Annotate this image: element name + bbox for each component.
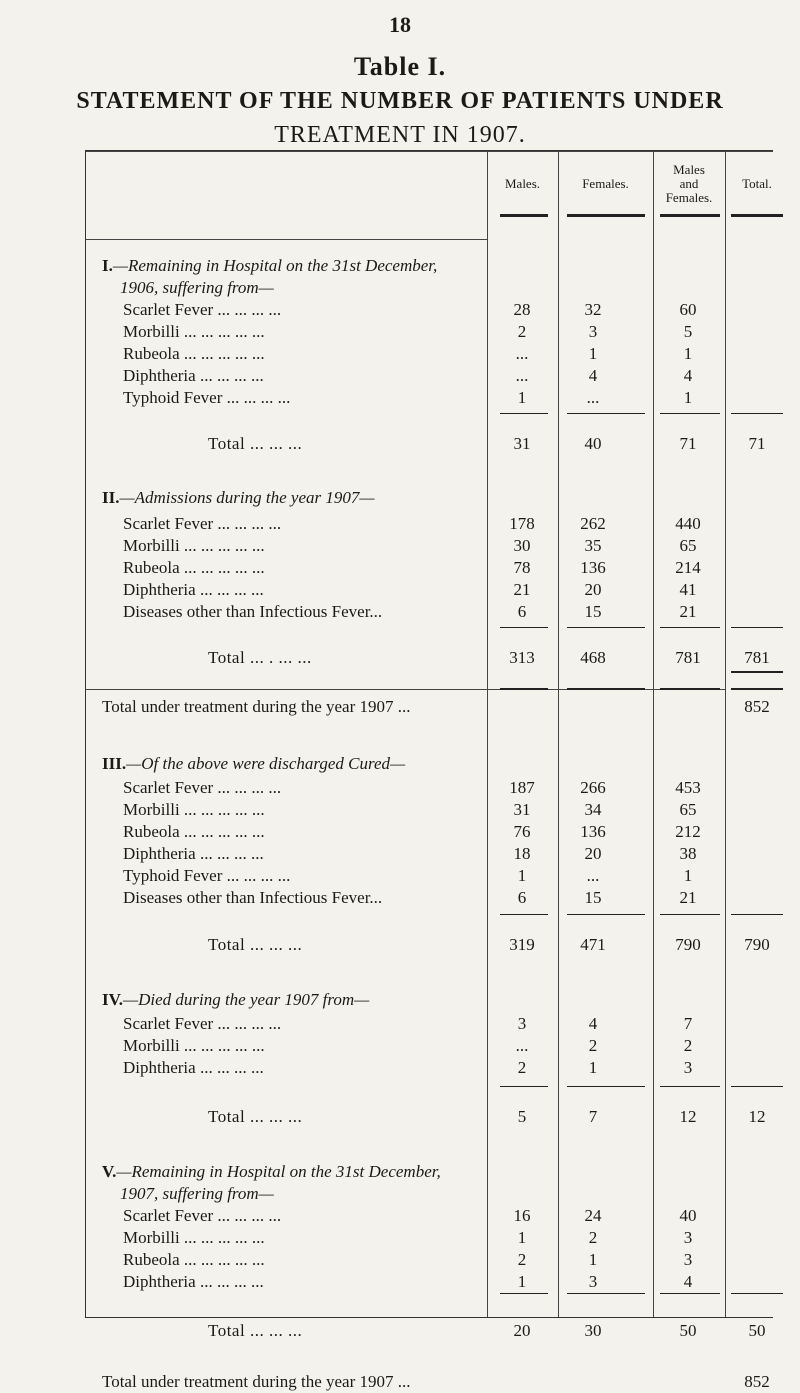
table-row bbox=[86, 865, 773, 887]
cell-both: 4 bbox=[683, 1272, 693, 1291]
cell-both: 5 bbox=[683, 322, 693, 341]
cell-both: 214 bbox=[675, 558, 701, 577]
cell-males: 178 bbox=[509, 514, 535, 533]
section-number: II. bbox=[102, 488, 120, 507]
table-row bbox=[86, 1035, 773, 1057]
cell-females: 20 bbox=[584, 580, 602, 599]
total-row bbox=[86, 433, 773, 455]
section-title: —Remaining in Hospital on the 31st December, bbox=[112, 256, 438, 275]
cell-females: 2 bbox=[588, 1036, 598, 1055]
cell-males: ... bbox=[515, 366, 529, 385]
section-heading bbox=[102, 753, 405, 775]
cell-males: 2 bbox=[517, 1250, 527, 1269]
cell-both: 21 bbox=[679, 602, 697, 621]
cell-both: 1 bbox=[683, 344, 693, 363]
cell-females: 35 bbox=[584, 536, 602, 555]
cell-males: ... bbox=[515, 1036, 529, 1055]
table-row bbox=[86, 513, 773, 535]
total-row bbox=[86, 934, 773, 956]
row-label: Morbilli ... ... ... ... ... bbox=[123, 322, 265, 341]
section-header bbox=[86, 989, 773, 1011]
total-row bbox=[86, 1320, 773, 1342]
cell-both: 3 bbox=[683, 1250, 693, 1269]
total-females: 40 bbox=[584, 434, 602, 453]
total-both: 781 bbox=[675, 648, 701, 667]
total-row bbox=[86, 647, 773, 669]
page-number: 18 bbox=[389, 12, 411, 37]
cell-females: 2 bbox=[588, 1228, 598, 1247]
row-label: Diphtheria ... ... ... ... bbox=[123, 844, 264, 863]
row-label: Rubeola ... ... ... ... ... bbox=[123, 1250, 265, 1269]
cell-females: 136 bbox=[580, 558, 606, 577]
section-heading bbox=[102, 255, 437, 277]
cell-females: 32 bbox=[584, 300, 602, 319]
cell-females: 136 bbox=[580, 822, 606, 841]
total-both: 12 bbox=[679, 1107, 697, 1126]
cell-both: 212 bbox=[675, 822, 701, 841]
table-row bbox=[86, 343, 773, 365]
section-heading bbox=[102, 1161, 441, 1183]
heading-line-1: STATEMENT OF THE NUMBER OF PATIENTS UNDER bbox=[76, 88, 724, 114]
cell-both: 453 bbox=[675, 778, 701, 797]
total-total: 50 bbox=[748, 1321, 766, 1340]
table-row bbox=[86, 1271, 773, 1293]
row-label: Typhoid Fever ... ... ... ... bbox=[123, 866, 291, 885]
col-total: Total. bbox=[742, 176, 772, 191]
total-label: Total ... ... ... bbox=[208, 935, 303, 954]
cell-males: 1 bbox=[517, 1272, 527, 1291]
section-heading bbox=[102, 487, 374, 509]
cell-both: 60 bbox=[679, 300, 697, 319]
cell-males: 1 bbox=[517, 866, 527, 885]
section-number: V. bbox=[102, 1162, 117, 1181]
cell-females: 266 bbox=[580, 778, 606, 797]
cell-females: 24 bbox=[584, 1206, 602, 1225]
section-header-cont bbox=[86, 277, 773, 299]
section-title: —Admissions during the year 1907— bbox=[119, 488, 375, 507]
total-males: 20 bbox=[513, 1321, 531, 1340]
total-females: 30 bbox=[584, 1321, 602, 1340]
grand-total-row bbox=[86, 696, 773, 718]
row-label: Diseases other than Infectious Fever... bbox=[123, 602, 383, 621]
table-row bbox=[86, 387, 773, 409]
row-label: Morbilli ... ... ... ... ... bbox=[123, 800, 265, 819]
cell-both: 3 bbox=[683, 1058, 693, 1077]
row-label: Diseases other than Infectious Fever... bbox=[123, 888, 383, 907]
section-header bbox=[86, 753, 773, 775]
section-heading bbox=[102, 989, 369, 1011]
cell-females: 34 bbox=[584, 800, 602, 819]
cell-males: 1 bbox=[517, 1228, 527, 1247]
row-label: Scarlet Fever ... ... ... ... bbox=[123, 1206, 282, 1225]
total-both: 71 bbox=[679, 434, 697, 453]
table-row bbox=[86, 557, 773, 579]
total-males: 31 bbox=[513, 434, 531, 453]
total-females: 471 bbox=[580, 935, 606, 954]
cell-both: 65 bbox=[679, 536, 697, 555]
section-header bbox=[86, 255, 773, 277]
total-total: 781 bbox=[744, 648, 770, 667]
row-label: Diphtheria ... ... ... ... bbox=[123, 366, 264, 385]
total-males: 319 bbox=[509, 935, 535, 954]
col-females: Females. bbox=[582, 176, 629, 191]
cell-females: 4 bbox=[588, 1014, 598, 1033]
total-label: Total ... . ... ... bbox=[208, 648, 312, 667]
cell-males: 31 bbox=[513, 800, 531, 819]
table-row bbox=[86, 887, 773, 909]
total-total: 71 bbox=[748, 434, 766, 453]
cell-females: 15 bbox=[584, 602, 602, 621]
table-row bbox=[86, 1227, 773, 1249]
cell-females: 4 bbox=[588, 366, 598, 385]
cell-females: 3 bbox=[588, 322, 598, 341]
total-row bbox=[86, 1106, 773, 1128]
row-label: Diphtheria ... ... ... ... bbox=[123, 1058, 264, 1077]
cell-males: 1 bbox=[517, 388, 527, 407]
grand-total-row bbox=[86, 1371, 773, 1393]
row-label: Morbilli ... ... ... ... ... bbox=[123, 1036, 265, 1055]
cell-females: ... bbox=[586, 388, 600, 407]
cell-both: 21 bbox=[679, 888, 697, 907]
cell-females: 3 bbox=[588, 1272, 598, 1291]
total-label: Total ... ... ... bbox=[208, 434, 303, 453]
total-females: 468 bbox=[580, 648, 606, 667]
row-label: Diphtheria ... ... ... ... bbox=[123, 1272, 264, 1291]
cell-females: 15 bbox=[584, 888, 602, 907]
table-row bbox=[86, 1249, 773, 1271]
cell-males: 28 bbox=[513, 300, 531, 319]
section-title: —Died during the year 1907 from— bbox=[122, 990, 370, 1009]
cell-males: 30 bbox=[513, 536, 531, 555]
row-label: Rubeola ... ... ... ... ... bbox=[123, 822, 265, 841]
grand-total-label: Total under treatment during the year 1907 ... bbox=[102, 697, 411, 716]
cell-both: 1 bbox=[683, 866, 693, 885]
cell-both: 7 bbox=[683, 1014, 693, 1033]
cell-males: 78 bbox=[513, 558, 531, 577]
row-label: Rubeola ... ... ... ... ... bbox=[123, 558, 265, 577]
heading-line-2: TREATMENT IN 1907. bbox=[274, 122, 526, 148]
total-both: 50 bbox=[679, 1321, 697, 1340]
grand-total-value: 852 bbox=[744, 697, 770, 716]
cell-males: ... bbox=[515, 344, 529, 363]
section-header bbox=[86, 487, 773, 509]
total-females: 7 bbox=[588, 1107, 598, 1126]
table-title: Table I. bbox=[353, 52, 447, 81]
table-row bbox=[86, 579, 773, 601]
table-row bbox=[86, 1013, 773, 1035]
row-label: Rubeola ... ... ... ... ... bbox=[123, 344, 265, 363]
table-row bbox=[86, 365, 773, 387]
total-total: 12 bbox=[748, 1107, 766, 1126]
table-row bbox=[86, 843, 773, 865]
col-males: Males. bbox=[504, 176, 541, 191]
patients-table bbox=[85, 150, 773, 1391]
cell-both: 1 bbox=[683, 388, 693, 407]
cell-males: 21 bbox=[513, 580, 531, 599]
cell-males: 18 bbox=[513, 844, 531, 863]
row-label: Typhoid Fever ... ... ... ... bbox=[123, 388, 291, 407]
table-row bbox=[86, 535, 773, 557]
cell-females: 1 bbox=[588, 1250, 598, 1269]
section-title: —Of the above were discharged Cured— bbox=[126, 754, 406, 773]
cell-males: 16 bbox=[513, 1206, 531, 1225]
row-label: Scarlet Fever ... ... ... ... bbox=[123, 514, 282, 533]
cell-females: 20 bbox=[584, 844, 602, 863]
total-total: 790 bbox=[744, 935, 770, 954]
cell-both: 4 bbox=[683, 366, 693, 385]
cell-males: 6 bbox=[517, 888, 527, 907]
total-males: 313 bbox=[509, 648, 535, 667]
cell-both: 3 bbox=[683, 1228, 693, 1247]
cell-females: 1 bbox=[588, 344, 598, 363]
section-title: —Remaining in Hospital on the 31st December, bbox=[116, 1162, 441, 1181]
table-row bbox=[86, 601, 773, 623]
row-label: Scarlet Fever ... ... ... ... bbox=[123, 1014, 282, 1033]
cell-males: 3 bbox=[517, 1014, 527, 1033]
cell-both: 2 bbox=[683, 1036, 693, 1055]
table-row bbox=[86, 1057, 773, 1079]
section-title-cont: 1906, suffering from— bbox=[120, 278, 274, 297]
grand-total-value: 852 bbox=[744, 1372, 770, 1391]
cell-both: 41 bbox=[679, 580, 697, 599]
section-number: IV. bbox=[102, 990, 123, 1009]
section-header bbox=[86, 1161, 773, 1183]
row-label: Scarlet Fever ... ... ... ... bbox=[123, 300, 282, 319]
table-row bbox=[86, 321, 773, 343]
cell-both: 440 bbox=[675, 514, 701, 533]
section-header-cont bbox=[86, 1183, 773, 1205]
row-label: Morbilli ... ... ... ... ... bbox=[123, 536, 265, 555]
row-label: Diphtheria ... ... ... ... bbox=[123, 580, 264, 599]
grand-total-label: Total under treatment during the year 1907 ... bbox=[102, 1372, 411, 1391]
section-title-cont: 1907, suffering from— bbox=[120, 1184, 274, 1203]
cell-females: 1 bbox=[588, 1058, 598, 1077]
cell-both: 65 bbox=[679, 800, 697, 819]
section-number: III. bbox=[102, 754, 127, 773]
table-row bbox=[86, 1205, 773, 1227]
cell-males: 2 bbox=[517, 322, 527, 341]
row-label: Scarlet Fever ... ... ... ... bbox=[123, 778, 282, 797]
cell-females: ... bbox=[586, 866, 600, 885]
cell-males: 76 bbox=[513, 822, 531, 841]
table-row bbox=[86, 821, 773, 843]
table-row bbox=[86, 777, 773, 799]
cell-females: 262 bbox=[580, 514, 606, 533]
total-label: Total ... ... ... bbox=[208, 1107, 303, 1126]
cell-both: 40 bbox=[679, 1206, 697, 1225]
cell-males: 6 bbox=[517, 602, 527, 621]
cell-both: 38 bbox=[679, 844, 697, 863]
section-number: I. bbox=[102, 256, 113, 275]
cell-males: 2 bbox=[517, 1058, 527, 1077]
total-both: 790 bbox=[675, 935, 701, 954]
total-label: Total ... ... ... bbox=[208, 1321, 303, 1340]
row-label: Morbilli ... ... ... ... ... bbox=[123, 1228, 265, 1247]
col-males-and-females: Males and Females. bbox=[665, 162, 713, 205]
total-males: 5 bbox=[517, 1107, 527, 1126]
table-row bbox=[86, 799, 773, 821]
table-row bbox=[86, 299, 773, 321]
cell-males: 187 bbox=[509, 778, 535, 797]
